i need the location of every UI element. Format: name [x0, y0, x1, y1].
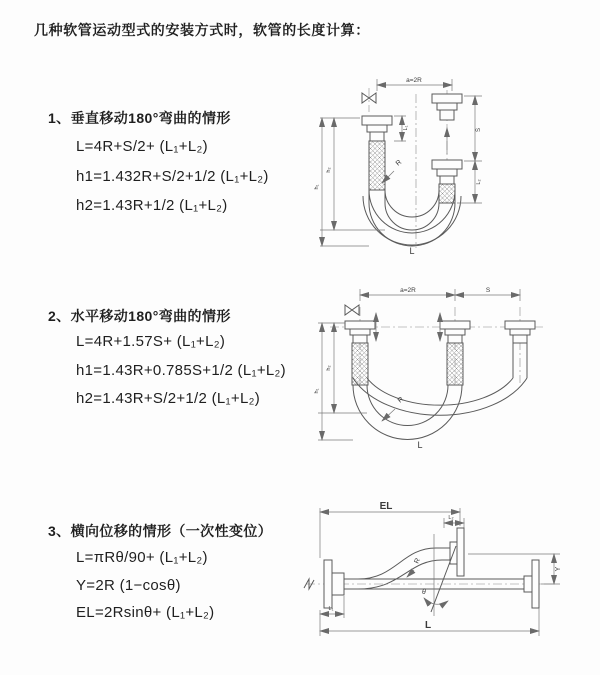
formula-line: EL=2Rsinθ+ (L₁+L₂)	[76, 604, 215, 621]
dim-label-l1: L₁	[403, 125, 409, 131]
valve-icon	[345, 305, 359, 315]
formula-line: L=πRθ/90+ (L₁+L₂)	[76, 549, 208, 566]
diagram-horizontal-move-180	[308, 283, 558, 451]
formula-line: h1=1.43R+0.785S+1/2 (L₁+L₂)	[76, 362, 286, 379]
formula-line: L=4R+S/2+ (L₁+L₂)	[76, 138, 208, 155]
length-label: L	[417, 440, 423, 450]
formula-line: h1=1.432R+S/2+1/2 (L₁+L₂)	[76, 168, 269, 185]
formula-line: L=4R+1.57S+ (L₁+L₂)	[76, 333, 226, 350]
formula-line: h2=1.43R+S/2+1/2 (L₁+L₂)	[76, 390, 261, 407]
dim-label-y: Y	[555, 566, 562, 572]
diagram-vertical-move-180	[312, 72, 534, 260]
formula-line: Y=2R (1−cosθ)	[76, 577, 181, 594]
dim-label-length: L	[424, 620, 432, 631]
dim-label-travel: S	[485, 287, 491, 294]
dim-label-span: a=2R	[406, 77, 422, 84]
length-label: L	[409, 246, 415, 256]
radius-label: R	[394, 158, 404, 168]
dim-label-travel: S	[476, 127, 482, 133]
section-heading: 1、垂直移动180°弯曲的情形	[48, 110, 231, 126]
angle-label: θ	[422, 589, 426, 596]
dim-label-el: EL	[379, 501, 393, 512]
diagram-lateral-displacement	[298, 498, 573, 643]
dim-label-h2: h₂	[326, 167, 332, 173]
dim-label-l2: L₂	[448, 515, 454, 521]
radius-label: R	[413, 557, 422, 565]
dim-label-h1: h₁	[314, 388, 320, 394]
page-title: 几种软管运动型式的安装方式时，软管的长度计算：	[34, 22, 370, 38]
dim-label-h2: h₂	[326, 365, 332, 371]
formula-line: h2=1.43R+1/2 (L₁+L₂)	[76, 197, 228, 214]
section-heading: 3、横向位移的情形（一次性变位）	[48, 523, 273, 539]
section-heading: 2、水平移动180°弯曲的情形	[48, 308, 231, 324]
dim-label-h1: h₁	[314, 184, 320, 190]
dim-label-l1: L₁	[328, 606, 334, 612]
radius-label: R	[396, 395, 406, 405]
dim-label-l2: L₂	[476, 179, 482, 185]
dim-label-span: a=2R	[400, 287, 416, 294]
